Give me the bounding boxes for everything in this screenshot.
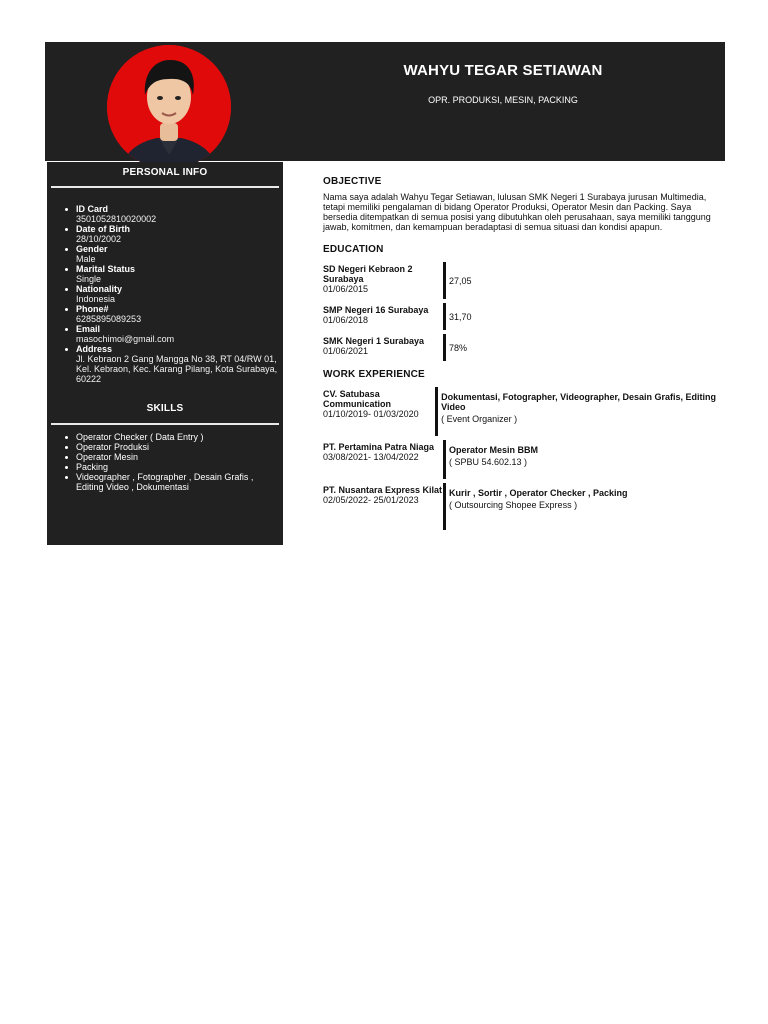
sidebar (47, 162, 283, 545)
email-value[interactable]: masochimoi@gmail.com (76, 334, 175, 344)
education-info (323, 334, 443, 361)
work-row (323, 387, 723, 436)
personal-info-item (76, 304, 283, 324)
personal-info-label: Gender (76, 244, 108, 254)
job-subtitle: ( Event Organizer ) (441, 414, 518, 424)
row-divider (443, 262, 446, 299)
profile-photo (107, 45, 231, 169)
job-subtitle: ( Outsourcing Shopee Express ) (449, 500, 578, 510)
personal-info-value: 6285895089253 (76, 314, 142, 324)
education-info (323, 262, 443, 299)
row-divider (435, 387, 438, 436)
candidate-name: WAHYU TEGAR SETIAWAN (403, 62, 603, 79)
education-score-cell (449, 303, 472, 330)
personal-info-label: Email (76, 324, 101, 334)
personal-info-item (76, 224, 283, 244)
row-divider (443, 334, 446, 361)
work-dates: 01/10/2019- 01/03/2020 (323, 409, 419, 419)
objective-text: Nama saya adalah Wahyu Tegar Setiawan, lulusan SMK Negeri 1 Surabaya jurusan Multimedia, tetapi memiliki pengalaman di bidang Operator Produksi, Operator Mesin dan Packing. Saya bersedia ditempatkan di semua posisi yang dibutuhkan oleh perusahaan, saya memiliki tanggung jawab, komitmen, dan kemampuan beradaptasi di semua situasi dan kondisi apapun. (323, 192, 711, 232)
job-role: Dokumentasi, Fotographer, Videographer, Desain Grafis, Editing Video (441, 392, 717, 412)
objective-title: OBJECTIVE (323, 176, 382, 187)
education-info (323, 303, 443, 330)
skill-item: Operator Checker ( Data Entry ) (76, 432, 283, 442)
graduation-date: 01/06/2018 (323, 315, 369, 325)
main-content (323, 176, 723, 530)
row-divider (443, 303, 446, 330)
personal-info-item (76, 244, 283, 264)
graduation-date: 01/06/2021 (323, 346, 369, 356)
work-detail (449, 483, 628, 530)
personal-info-label: ID Card (76, 204, 109, 214)
personal-info-item (76, 264, 283, 284)
work-dates: 02/05/2022- 25/01/2023 (323, 495, 419, 505)
education-score: 78% (449, 342, 468, 353)
skill-item: Operator Produksi (76, 442, 283, 452)
work-detail (441, 387, 723, 436)
graduation-date: 01/06/2015 (323, 284, 369, 294)
work-detail (449, 440, 538, 479)
personal-info-value: Indonesia (76, 294, 116, 304)
personal-info-label: Phone# (76, 304, 109, 314)
personal-info-value: 28/10/2002 (76, 234, 122, 244)
education-score: 27,05 (449, 275, 472, 286)
job-subtitle: ( SPBU 54.602.13 ) (449, 457, 528, 467)
skill-item: Packing (76, 462, 283, 472)
row-divider (443, 483, 446, 530)
work-info (323, 387, 435, 436)
personal-info-item (76, 324, 283, 344)
person-portrait-icon (107, 45, 231, 169)
work-info (323, 483, 443, 530)
education-score-cell (449, 262, 472, 299)
job-role: Operator Mesin BBM (449, 445, 539, 455)
education-row (323, 334, 723, 361)
education-title: EDUCATION (323, 244, 384, 255)
personal-info-label: Marital Status (76, 264, 136, 274)
personal-info-item (76, 204, 283, 224)
work-experience-title: WORK EXPERIENCE (323, 369, 425, 380)
work-dates: 03/08/2021- 13/04/2022 (323, 452, 419, 462)
personal-info-value: 3501052810020002 (76, 214, 157, 224)
personal-info-value: Male (76, 254, 96, 264)
education-row (323, 262, 723, 299)
work-row (323, 440, 723, 479)
work-row (323, 483, 723, 530)
resume-header (45, 42, 725, 161)
personal-info-value: Single (76, 274, 102, 284)
personal-info-item (76, 344, 283, 384)
personal-info-label: Address (76, 344, 113, 354)
row-divider (443, 440, 446, 479)
company-name: PT. Nusantara Express Kilat (323, 485, 443, 495)
education-row (323, 303, 723, 330)
personal-info-label: Nationality (76, 284, 123, 294)
education-score: 31,70 (449, 311, 472, 322)
skill-item: Operator Mesin (76, 452, 283, 462)
school-name: SMP Negeri 16 Surabaya (323, 305, 429, 315)
candidate-role: OPR. PRODUKSI, MESIN, PACKING (428, 95, 578, 105)
personal-info-item (76, 284, 283, 304)
personal-info-value: Jl. Kebraon 2 Gang Mangga No 38, RT 04/RW 01, Kel. Kebraon, Kec. Karang Pilang, Kota Surabaya, 60222 (76, 354, 278, 384)
divider (51, 186, 279, 188)
school-name: SD Negeri Kebraon 2 Surabaya (323, 264, 413, 284)
job-role: Kurir , Sortir , Operator Checker , Packing (449, 488, 628, 498)
skills-list (47, 432, 283, 492)
company-name: CV. Satubasa Communication (323, 389, 392, 409)
skills-title: SKILLS (146, 403, 184, 414)
education-score-cell (449, 334, 467, 361)
skill-item: Videographer , Fotographer , Desain Grafis , Editing Video , Dokumentasi (76, 472, 283, 492)
company-name: PT. Pertamina Patra Niaga (323, 442, 435, 452)
work-info (323, 440, 443, 479)
personal-info-list (47, 204, 283, 384)
personal-info-title: PERSONAL INFO (122, 167, 208, 178)
divider (51, 423, 279, 425)
school-name: SMK Negeri 1 Surabaya (323, 336, 425, 346)
personal-info-label: Date of Birth (76, 224, 130, 234)
